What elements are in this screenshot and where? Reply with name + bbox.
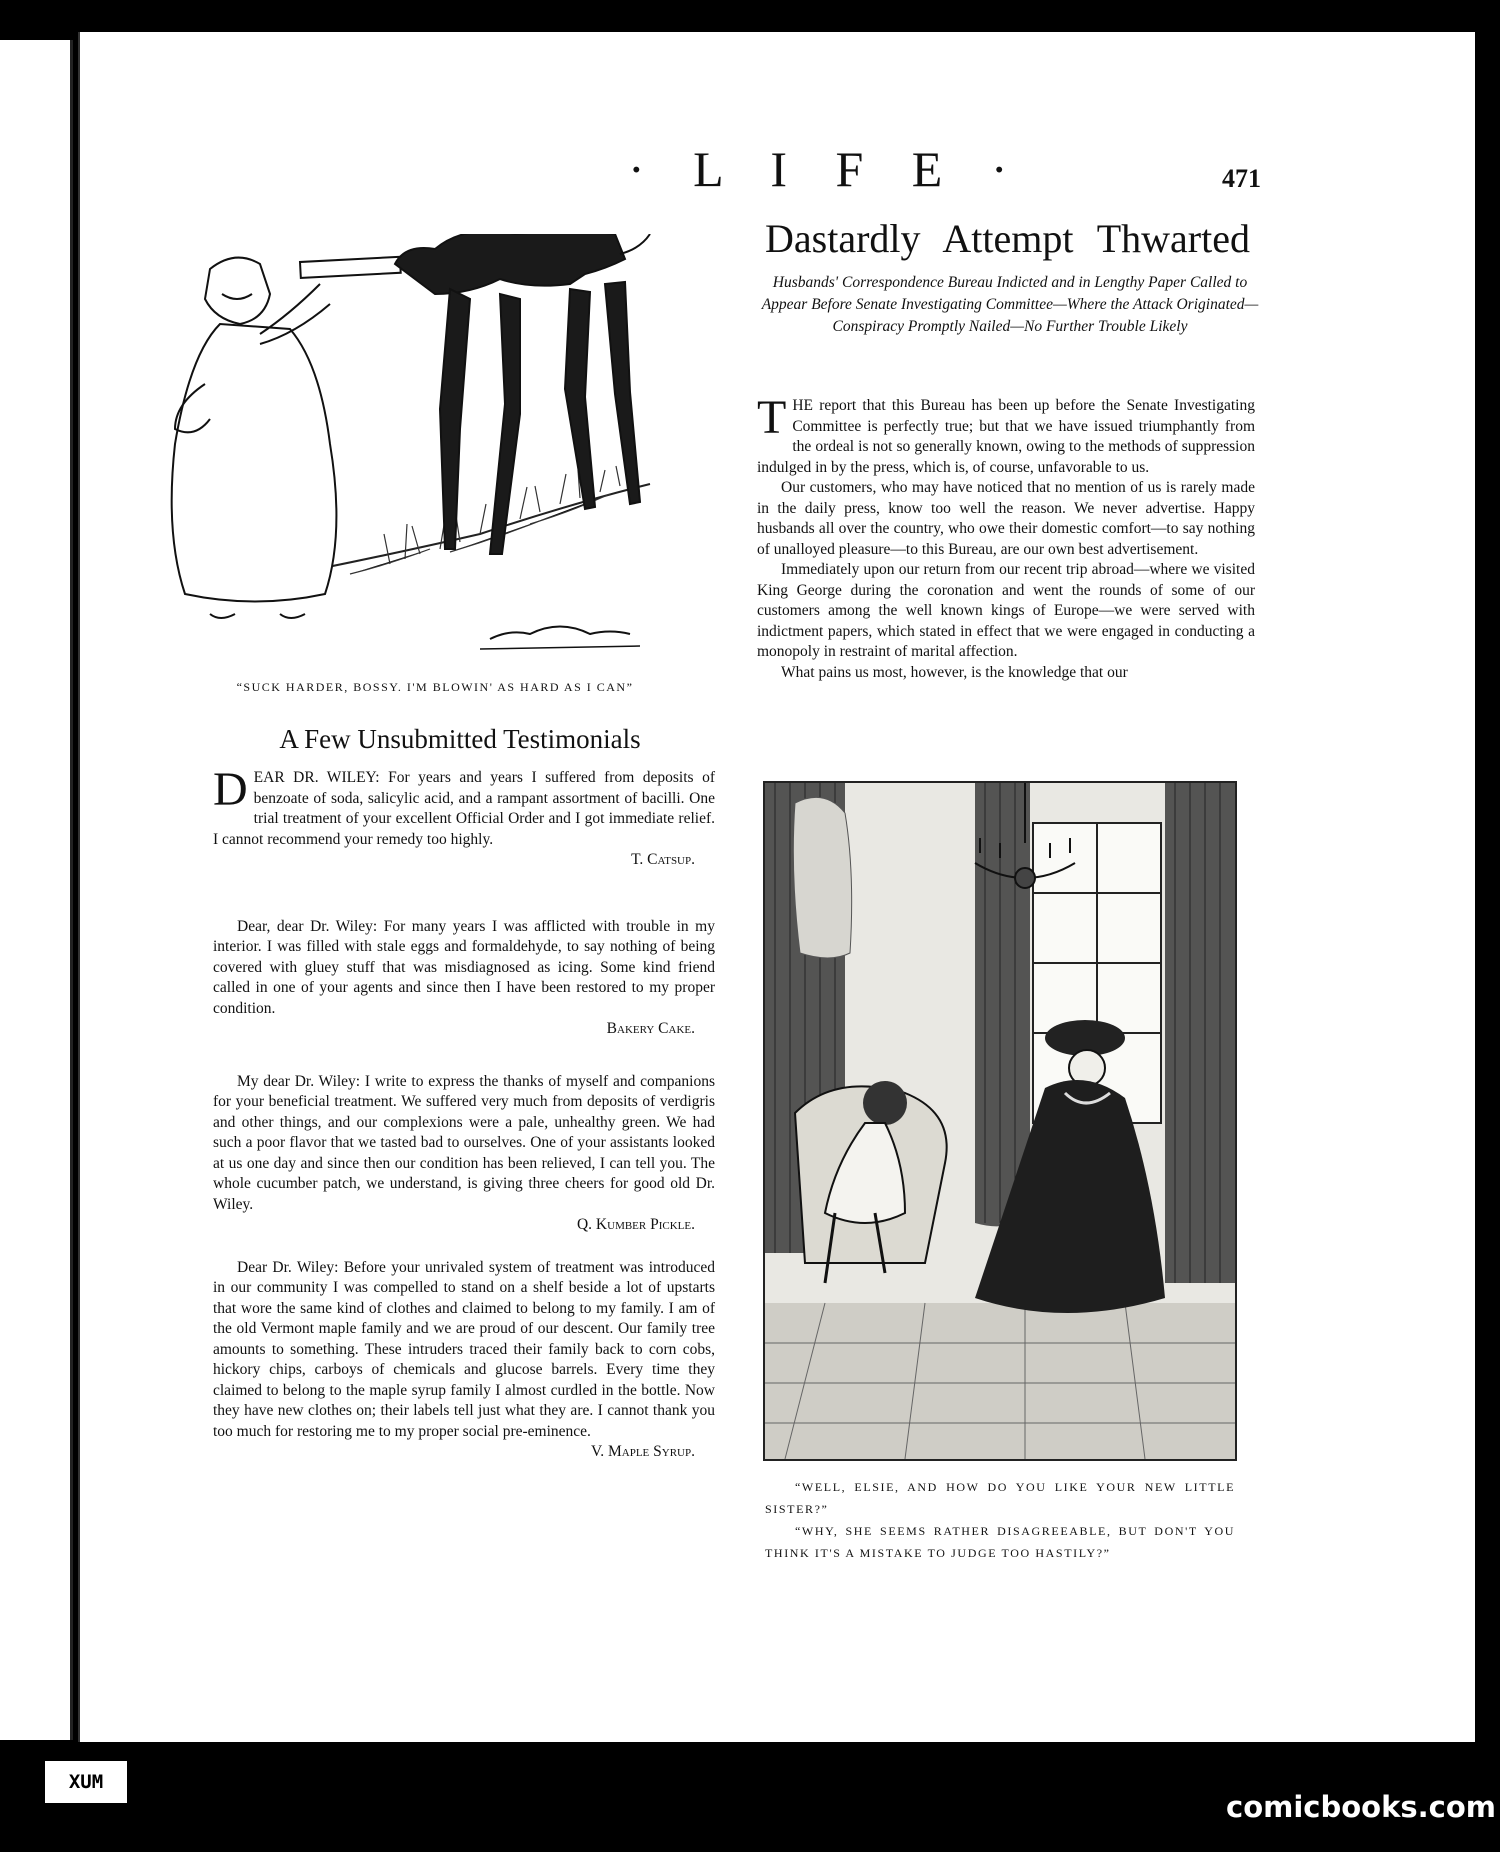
testimonial-4: Dear Dr. Wiley: Before your unrivaled system of treatment was introduced in our community I was compelled to stand on a shelf beside a lot of upstarts that wore the same kind of clothes and claimed to belong to my family. I am of the old Vermont maple family and we are proud of our descent. Our family tree amounts to something. These intruders traced their family back to corn cobs, hickory chips, carboys of chemicals and glucose barrels. Every time they claimed to belong to the maple syrup family I almost curdled in the bottle. Now they have new clothes on; their labels tell just what they are. I cannot thank you too much for restoring me to my proper social pre-eminence.: [213, 1258, 715, 1440]
testimonial-1: DEAR DR. WILEY: For years and years I suffered from deposits of benzoate of soda, salicylic acid, and a rampant assortment of bacilli. One trial treatment of your excellent Official Order and I got immediate relief. I cannot recommend your remedy too highly.: [213, 763, 715, 848]
cartoon-interior-scene: [763, 781, 1237, 1461]
drop-cap: D: [213, 763, 248, 816]
testimonials-heading: A Few Unsubmitted Testimonials: [279, 724, 641, 754]
testimonials-column: [213, 763, 715, 1463]
cartoon-girl-and-calf: [150, 234, 720, 664]
testimonial-3: My dear Dr. Wiley: I write to express the thanks of myself and companions for your beneficial treatment. We suffered very much from deposits of verdigris and other things, and our complexions were a pale, unhealthy green. We had such a poor flavor that we tasted bad to ourselves. One of your assistants looked at us one day and since then our condition has been relieved, I can tell you. The whole cucumber patch, we understand, is giving three cheers for good old Dr. Wiley.: [213, 1072, 715, 1213]
testimonial-signature: V. Maple Syrup.: [591, 1443, 695, 1460]
cartoon-caption: “SUCK HARDER, BOSSY. I'M BLOWIN' AS HARD AS I CAN”: [236, 680, 634, 694]
article-paragraph: Our customers, who may have noticed that no mention of us is rarely made in the daily press, know too well the reason. We never advertise. Happy husbands all over the country, who owe their domestic comfort—to say nothing of unalloyed pleasure—to this Bureau, are our own best advertisement.: [757, 479, 1255, 558]
site-watermark: comicbooks.com: [1226, 1790, 1496, 1824]
testimonial-2: Dear, dear Dr. Wiley: For many years I was afflicted with trouble in my interior. I was filled with stale eggs and formaldehyde, to say nothing of being covered with gluey stuff that was misdiagnosed as icing. Some kind friend called in one of your agents and since then I have been restored to my proper condition.: [213, 917, 715, 1017]
caption-line: “WELL, ELSIE, AND HOW DO YOU LIKE YOUR NEW LITTLE SISTER?”: [765, 1480, 1235, 1516]
cartoon-caption-dialogue: [765, 1476, 1235, 1564]
masthead: · L I F E ·: [628, 141, 1026, 197]
article-paragraph: Immediately upon our return from our recent trip abroad—where we visited King George during the coronation and went the rounds of some of our customers among the well known kings of Europe—we were served with indictment papers, which stated in effect that we were engaged in conducting a monopoly in restraint of marital affection.: [757, 561, 1255, 660]
page-number: 471: [1222, 164, 1261, 193]
testimonial-signature: Bakery Cake.: [606, 1020, 695, 1037]
facing-page: [0, 40, 73, 1740]
article-subtitle: Husbands' Correspondence Bureau Indicted and in Lengthy Paper Called to Appear Before Senate Investigating Committee—Where the Attack Originated—Conspiracy Promptly Nailed—No Further Trouble Likely: [761, 274, 1259, 335]
testimonial-signature: T. Catsup.: [631, 851, 695, 868]
article-column: [757, 391, 1255, 683]
article-title: Dastardly Attempt Thwarted: [765, 216, 1250, 261]
article-paragraph: THE report that this Bureau has been up before the Senate Investigating Committee is perfectly true; but that we have issued triumphantly from the ordeal is not so generally known, owing to the methods of suppression indulged in by the press, which is, of course, unfavorable to us.: [757, 391, 1255, 476]
testimonial-signature: Q. Kumber Pickle.: [576, 1216, 695, 1233]
article-paragraph: What pains us most, however, is the knowledge that our: [781, 663, 1128, 681]
caption-line: “WHY, SHE SEEMS RATHER DISAGREEABLE, BUT DON'T YOU THINK IT'S A MISTAKE TO JUDGE TOO HASTILY?”: [765, 1524, 1235, 1560]
scan-stamp: XUM: [45, 1761, 127, 1803]
drop-cap: T: [757, 391, 787, 444]
